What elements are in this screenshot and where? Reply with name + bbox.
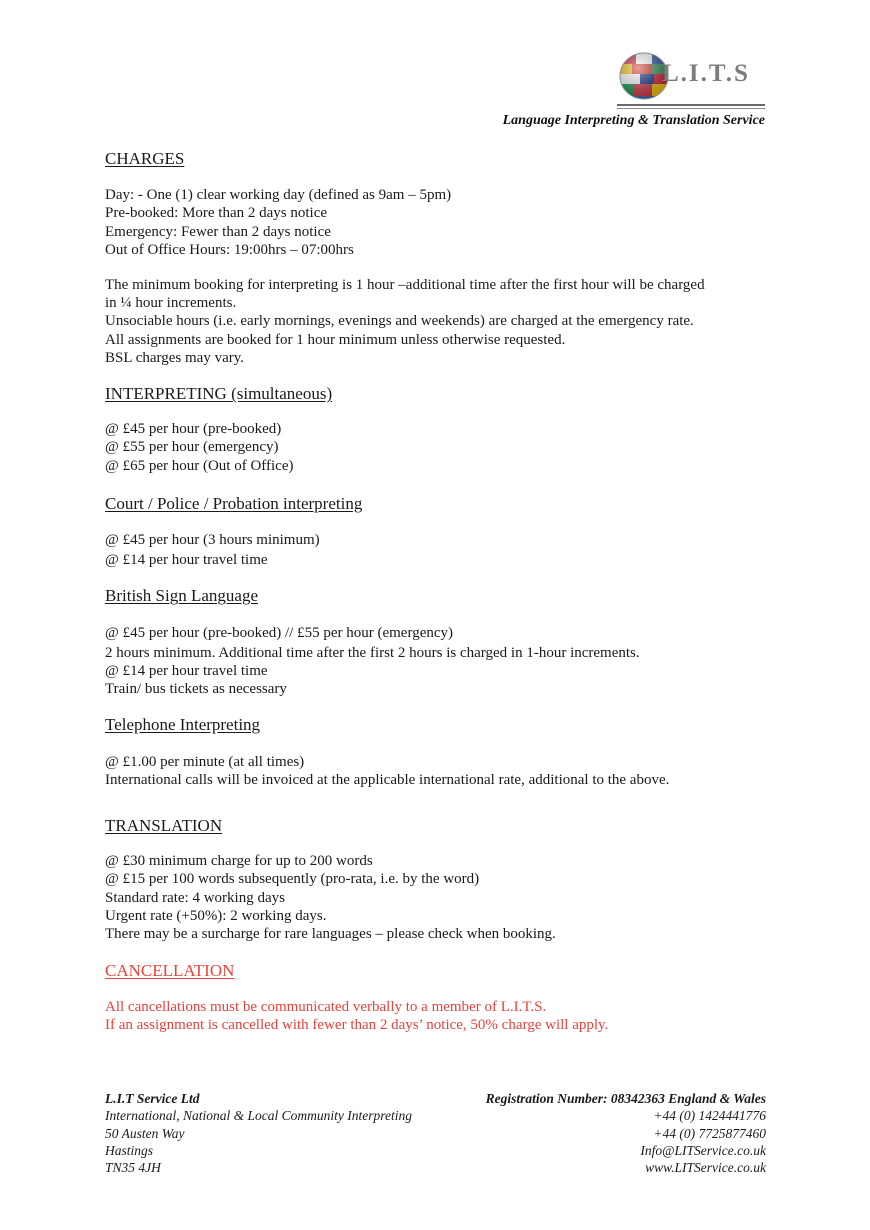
tagline: Language Interpreting & Translation Service [502, 113, 765, 128]
bsl-line: Train/ bus tickets as necessary [105, 681, 287, 698]
telephone-line: @ £1.00 per minute (at all times) [105, 753, 305, 770]
email-link[interactable]: Info@LITService.co.uk [640, 1142, 766, 1158]
translation-heading: TRANSLATION [105, 816, 223, 836]
footer [105, 1090, 766, 1176]
charges-line: Out of Office Hours: 19:00hrs – 07:00hrs [105, 241, 354, 258]
interpreting-rate: @ £45 per hour (pre-booked) [105, 421, 282, 438]
footer-row [105, 1090, 766, 1107]
bsl-heading: British Sign Language [105, 586, 258, 606]
interpreting-heading: INTERPRETING (simultaneous) [105, 384, 333, 404]
phone-landline: +44 (0) 1424441776 [653, 1108, 766, 1124]
charges-note: All assignments are booked for 1 hour minimum unless otherwise requested. [105, 331, 566, 348]
phone-mobile: +44 (0) 7725877460 [653, 1125, 766, 1141]
website-link[interactable]: www.LITService.co.uk [645, 1160, 766, 1176]
bsl-line: 2 hours minimum. Additional time after the first 2 hours is charged in 1-hour increments. [105, 644, 640, 661]
charges-note: Unsociable hours (i.e. early mornings, evenings and weekends) are charged at the emergency rate. [105, 313, 694, 330]
company-description: International, National & Local Community Interpreting [105, 1108, 412, 1124]
header-rule-thin [617, 108, 765, 109]
bsl-line: @ £14 per hour travel time [105, 663, 268, 680]
court-heading: Court / Police / Probation interpreting [105, 493, 363, 513]
charges-line: Day: - One (1) clear working day (defined as 9am – 5pm) [105, 187, 452, 204]
footer-row [105, 1125, 766, 1142]
court-rate: @ £45 per hour (3 hours minimum) [105, 532, 320, 549]
charges-note: BSL charges may vary. [105, 349, 244, 366]
address-street: 50 Austen Way [105, 1125, 185, 1141]
charges-line: Emergency: Fewer than 2 days notice [105, 223, 331, 240]
header-rule [617, 104, 765, 106]
translation-line: There may be a surcharge for rare languages – please check when booking. [105, 926, 556, 943]
registration-number: Registration Number: 08342363 England & Wales [485, 1091, 766, 1106]
main-content [105, 150, 785, 1034]
translation-line: Standard rate: 4 working days [105, 889, 285, 906]
interpreting-rate: @ £65 per hour (Out of Office) [105, 457, 294, 474]
footer-row [105, 1159, 766, 1176]
telephone-line: International calls will be invoiced at the applicable international rate, additional to the above. [105, 771, 670, 788]
footer-row [105, 1142, 766, 1159]
address-postcode: TN35 4JH [105, 1160, 161, 1176]
lits-logo [616, 50, 768, 102]
charges-note: The minimum booking for interpreting is 1 hour –additional time after the first hour will be charged [105, 277, 705, 294]
cancellation-heading: CANCELLATION [105, 961, 235, 981]
charges-heading: CHARGES [105, 149, 185, 168]
bsl-line: @ £45 per hour (pre-booked) // £55 per hour (emergency) [105, 624, 454, 641]
charges-note: in ¼ hour increments. [105, 295, 237, 312]
footer-row [105, 1107, 766, 1124]
cancellation-line: All cancellations must be communicated verbally to a member of L.I.T.S. [105, 998, 547, 1015]
translation-line: @ £15 per 100 words subsequently (pro-rata, i.e. by the word) [105, 871, 480, 888]
telephone-heading: Telephone Interpreting [105, 715, 261, 735]
cancellation-line: If an assignment is cancelled with fewer than 2 days’ notice, 50% charge will apply. [105, 1016, 609, 1033]
address-town: Hastings [105, 1142, 154, 1158]
translation-line: Urgent rate (+50%): 2 working days. [105, 907, 327, 924]
translation-line: @ £30 minimum charge for up to 200 words [105, 853, 373, 870]
company-name: L.I.T Service Ltd [105, 1091, 200, 1106]
charges-line: Pre-booked: More than 2 days notice [105, 205, 328, 222]
court-rate: @ £14 per hour travel time [105, 552, 268, 569]
interpreting-rate: @ £55 per hour (emergency) [105, 439, 279, 456]
logo-text: L.I.T.S [662, 60, 750, 87]
